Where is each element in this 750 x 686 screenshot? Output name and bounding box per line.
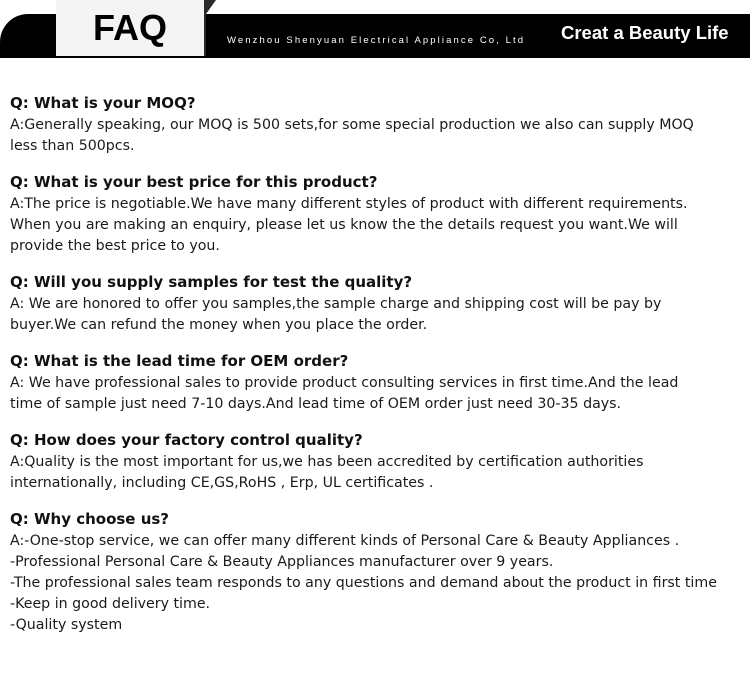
company-name: Wenzhou Shenyuan Electrical Appliance Co, Ltd bbox=[227, 35, 526, 46]
answer-line: time of sample just need 7-10 days.And lead time of OEM order just need 30-35 days. bbox=[10, 396, 622, 412]
faq-answer bbox=[10, 452, 745, 494]
answer-line: A: We are honored to offer you samples,the sample charge and shipping cost will be pay by bbox=[10, 296, 662, 312]
answer-line: A:Quality is the most important for us,we has been accredited by certification authorities bbox=[10, 454, 644, 470]
answer-line: -The professional sales team responds to any questions and demand about the product in first time bbox=[10, 575, 717, 591]
answer-line: buyer.We can refund the money when you place the order. bbox=[10, 317, 428, 333]
answer-line: -Professional Personal Care & Beauty Appliances manufacturer over 9 years. bbox=[10, 554, 554, 570]
faq-question: Q: Will you supply samples for test the quality? bbox=[10, 273, 413, 291]
faq-answer bbox=[10, 531, 745, 636]
answer-line: A:The price is negotiable.We have many different styles of product with different requirements. bbox=[10, 196, 688, 212]
faq-question: Q: What is your MOQ? bbox=[10, 94, 196, 112]
header-banner bbox=[0, 0, 750, 62]
faq-item-lead-time bbox=[10, 349, 745, 415]
answer-line: provide the best price to you. bbox=[10, 238, 220, 254]
faq-list bbox=[10, 91, 745, 649]
faq-question: Q: Why choose us? bbox=[10, 510, 170, 528]
answer-line: A:Generally speaking, our MOQ is 500 sets,for some special production we also can supply MOQ bbox=[10, 117, 694, 133]
faq-answer bbox=[10, 194, 745, 257]
faq-question: Q: What is your best price for this product? bbox=[10, 173, 378, 191]
answer-line: internationally, including CE,GS,RoHS , Erp, UL certificates . bbox=[10, 475, 434, 491]
faq-item-price bbox=[10, 170, 745, 257]
answer-line: When you are making an enquiry, please let us know the the details request you want.We will bbox=[10, 217, 678, 233]
faq-answer bbox=[10, 373, 745, 415]
answer-line: -Quality system bbox=[10, 617, 123, 633]
answer-line: A:-One-stop service, we can offer many different kinds of Personal Care & Beauty Appliances . bbox=[10, 533, 680, 549]
answer-line: -Keep in good delivery time. bbox=[10, 596, 211, 612]
faq-answer bbox=[10, 115, 745, 157]
slogan: Creat a Beauty Life bbox=[561, 22, 729, 43]
faq-question: Q: What is the lead time for OEM order? bbox=[10, 352, 349, 370]
answer-line: A: We have professional sales to provide product consulting services in first time.And the lead bbox=[10, 375, 679, 391]
faq-item-quality-control bbox=[10, 428, 745, 494]
faq-tab bbox=[56, 0, 206, 56]
faq-item-samples bbox=[10, 270, 745, 336]
faq-answer bbox=[10, 294, 745, 336]
answer-line: less than 500pcs. bbox=[10, 138, 135, 154]
page-title: FAQ bbox=[92, 7, 167, 48]
faq-question: Q: How does your factory control quality? bbox=[10, 431, 363, 449]
faq-item-why-choose-us bbox=[10, 507, 745, 636]
faq-item-moq bbox=[10, 91, 745, 157]
